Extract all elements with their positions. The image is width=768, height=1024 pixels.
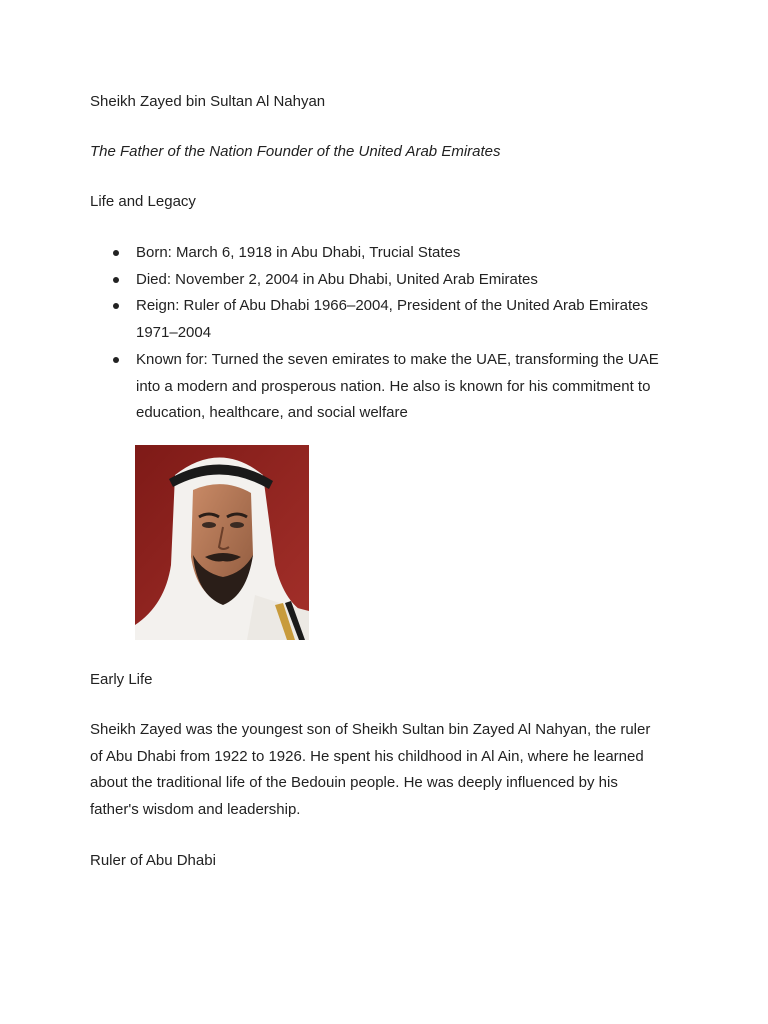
fact-reign — [90, 293, 660, 346]
fact-text: Reign: Ruler of Abu Dhabi 1966–2004, President of the United Arab Emirates 1971–2004 — [136, 297, 648, 342]
bullet-icon — [113, 357, 119, 363]
fact-text: Died: November 2, 2004 in Abu Dhabi, United Arab Emirates — [136, 270, 538, 288]
section-heading-life-and-legacy: Life and Legacy — [90, 193, 196, 210]
section-heading-ruler-of-abu-dhabi: Ruler of Abu Dhabi — [90, 852, 216, 869]
fact-text: Known for: Turned the seven emirates to make the UAE, transforming the UAE into a modern and prosperous nation. He also is known for his commitment to education, healthcare, and social welfare — [136, 350, 659, 422]
section-heading-early-life: Early Life — [90, 671, 153, 688]
fact-born — [90, 240, 660, 267]
document-subtitle: The Father of the Nation Founder of the United Arab Emirates — [90, 143, 501, 160]
document-title: Sheikh Zayed bin Sultan Al Nahyan — [90, 93, 326, 110]
portrait-image — [135, 445, 309, 640]
fact-text: Born: March 6, 1918 in Abu Dhabi, Trucial States — [136, 244, 461, 261]
fact-known-for — [90, 347, 660, 427]
early-life-paragraph: Sheikh Zayed was the youngest son of Sheikh Sultan bin Zayed Al Nahyan, the ruler of Abu Dhabi from 1922 to 1926. He spent his childhood in Al Ain, where he learned about the traditional life of the Bedouin people. He was deeply influenced by his father's wisdom and leadership. — [90, 721, 651, 819]
bullet-icon — [113, 277, 119, 283]
bullet-icon — [113, 303, 119, 309]
bullet-icon — [113, 250, 119, 256]
facts-list — [90, 240, 660, 427]
fact-died — [90, 267, 660, 294]
